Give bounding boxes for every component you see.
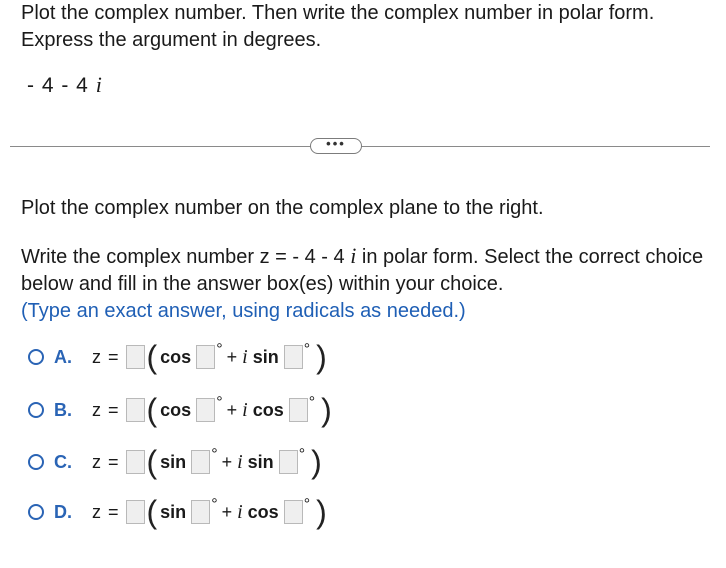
choice-letter: D.	[54, 501, 72, 522]
z-equals: z =	[92, 346, 120, 367]
instruction-imaginary-unit: i	[350, 243, 357, 268]
second-trig-function: cos	[252, 399, 284, 420]
first-angle-answer-box[interactable]	[196, 345, 215, 369]
degree-symbol: °	[211, 496, 218, 513]
modulus-answer-box[interactable]	[126, 345, 145, 369]
modulus-answer-box[interactable]	[126, 500, 145, 524]
second-angle-answer-box[interactable]	[289, 398, 308, 422]
first-trig-function: sin	[160, 451, 187, 472]
first-angle-answer-box[interactable]	[196, 398, 215, 422]
close-paren: )	[311, 444, 322, 480]
open-paren: (	[146, 339, 158, 375]
complex-number-expression	[27, 72, 103, 98]
plot-instruction: Plot the complex number on the complex plane to the right.	[21, 197, 544, 219]
ellipsis-icon: •••	[326, 135, 346, 151]
second-angle-answer-box[interactable]	[284, 500, 303, 524]
plus-sign: +	[226, 346, 238, 367]
degree-symbol: °	[303, 496, 311, 513]
instruction-tail: in polar form. Select the correct choice below and fill in the answer box(es) within your choice.	[21, 246, 704, 295]
second-angle-answer-box[interactable]	[279, 450, 298, 474]
close-paren: )	[316, 339, 327, 375]
choice-b[interactable]	[28, 392, 335, 428]
plus-sign: +	[226, 399, 238, 420]
choice-letter: B.	[54, 399, 72, 420]
question-prompt: Plot the complex number. Then write the complex number in polar form. Express the argument in degrees.	[21, 2, 655, 51]
second-angle-answer-box[interactable]	[284, 345, 303, 369]
degree-symbol: °	[211, 446, 218, 463]
first-trig-function: cos	[160, 346, 192, 367]
degree-symbol: °	[216, 341, 223, 358]
open-paren: (	[146, 392, 158, 428]
answer-hint: (Type an exact answer, using radicals as needed.)	[21, 300, 466, 322]
open-paren: (	[146, 494, 158, 530]
first-trig-function: cos	[160, 399, 192, 420]
imaginary-unit: i	[237, 500, 243, 523]
second-trig-function: sin	[247, 451, 274, 472]
degree-symbol: °	[298, 446, 306, 463]
imaginary-unit: i	[95, 72, 103, 97]
modulus-answer-box[interactable]	[126, 450, 145, 474]
z-equals: z =	[92, 501, 120, 522]
radio-button-b[interactable]	[28, 402, 44, 418]
plus-sign: +	[221, 501, 233, 522]
radio-button-a[interactable]	[28, 349, 44, 365]
imaginary-unit: i	[237, 450, 243, 473]
degree-symbol: °	[303, 341, 311, 358]
second-trig-function: sin	[252, 346, 279, 367]
expression-real-part: - 4 - 4	[27, 74, 96, 97]
z-equals: z =	[92, 451, 120, 472]
plus-sign: +	[221, 451, 233, 472]
degree-symbol: °	[308, 394, 316, 411]
radio-button-c[interactable]	[28, 454, 44, 470]
choice-d[interactable]	[28, 494, 330, 530]
close-paren: )	[321, 392, 332, 428]
radio-button-d[interactable]	[28, 504, 44, 520]
choice-letter: C.	[54, 451, 72, 472]
second-trig-function: cos	[247, 501, 279, 522]
first-angle-answer-box[interactable]	[191, 450, 210, 474]
choice-letter: A.	[54, 346, 72, 367]
z-equals: z =	[92, 399, 120, 420]
imaginary-unit: i	[242, 345, 248, 368]
modulus-answer-box[interactable]	[126, 398, 145, 422]
degree-symbol: °	[216, 394, 223, 411]
show-more-button[interactable]	[310, 135, 362, 154]
instruction-lead: Write the complex number z = - 4 - 4	[21, 246, 351, 268]
polar-form-instruction	[21, 242, 711, 325]
imaginary-unit: i	[242, 398, 248, 421]
choice-a[interactable]	[28, 339, 330, 375]
choice-c[interactable]	[28, 444, 325, 480]
close-paren: )	[316, 494, 327, 530]
first-trig-function: sin	[160, 501, 187, 522]
first-angle-answer-box[interactable]	[191, 500, 210, 524]
open-paren: (	[146, 444, 158, 480]
